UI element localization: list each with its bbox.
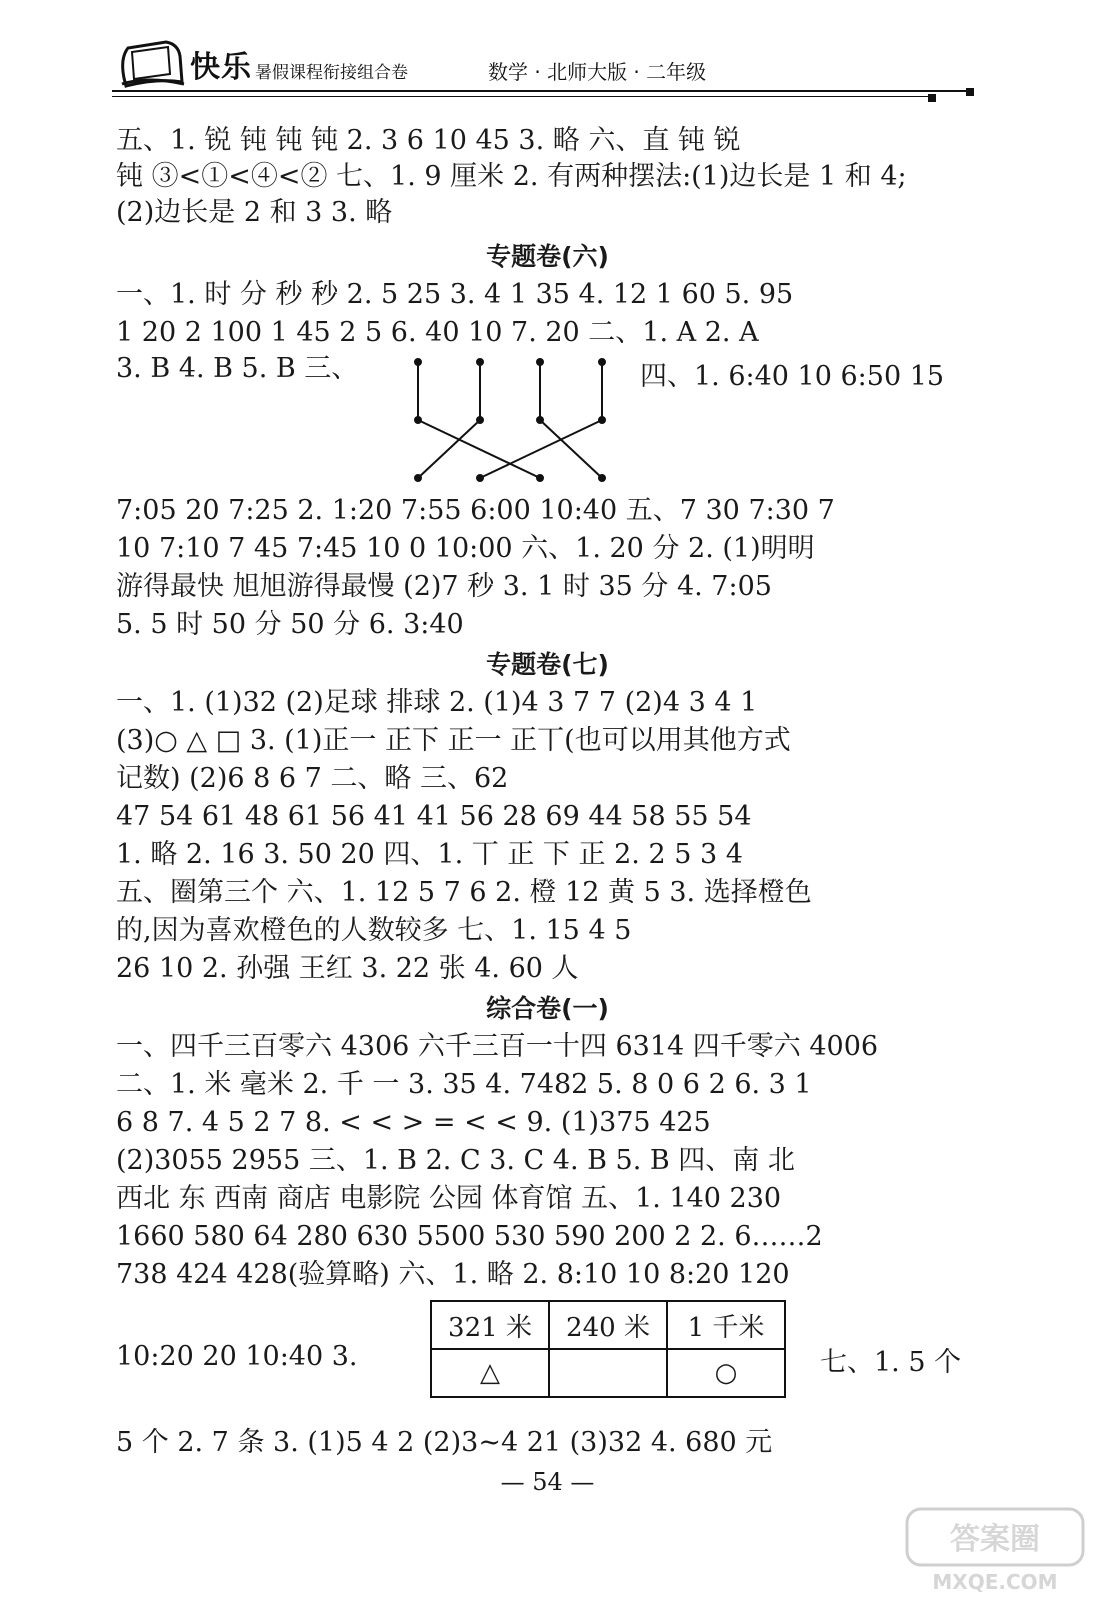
table-row — [431, 1349, 785, 1397]
subject-title: 数学 · 北师大版 · 二年级 — [488, 60, 707, 84]
table-cell: 1 千米 — [667, 1301, 785, 1349]
header-rule — [112, 90, 974, 92]
answer-line: 的,因为喜欢橙色的人数较多 七、1. 15 4 5 — [116, 915, 632, 946]
brand-title: 快乐 — [190, 50, 252, 85]
answer-line: (3)○ △ □ 3. (1)正一 正下 正一 正丅(也可以用其他方式 — [116, 725, 791, 756]
answer-line: 五、圈第三个 六、1. 12 5 7 6 2. 橙 12 黄 5 3. 选择橙色 — [116, 877, 812, 908]
answer-line: 10:20 20 10:40 3. — [116, 1341, 358, 1372]
answer-line: 10 7:10 7 45 7:45 10 0 10:00 六、1. 20 分 2. (1)明明 — [116, 533, 815, 564]
table-row — [431, 1301, 785, 1349]
table-cell: ○ — [667, 1349, 785, 1397]
table-cell — [549, 1349, 667, 1397]
book-logo-icon — [118, 38, 188, 90]
answer-line: 五、1. 锐 钝 钝 钝 2. 3 6 10 45 3. 略 六、直 钝 锐 — [116, 125, 741, 156]
answer-line: 5. 5 时 50 分 50 分 6. 3:40 — [116, 609, 464, 640]
answer-line: 26 10 2. 孙强 王红 3. 22 张 4. 60 人 — [116, 953, 579, 984]
answer-line: 7:05 20 7:25 2. 1:20 7:55 6:00 10:40 五、7 30 7:30 7 — [116, 495, 835, 526]
answer-line: 3. B 4. B 5. B 三、 — [116, 353, 359, 384]
answer-line: 一、1. 时 分 秒 秒 2. 5 25 3. 4 1 35 4. 12 1 60 5. 95 — [116, 279, 794, 310]
answer-line: 一、1. (1)32 (2)足球 排球 2. (1)4 3 7 7 (2)4 3 4 1 — [116, 687, 758, 718]
answer-line: 1. 略 2. 16 3. 50 20 四、1. 丅 正 下 正 2. 2 5 3 4 — [116, 839, 743, 870]
answer-line: 一、四千三百零六 4306 六千三百一十四 6314 四千零六 4006 — [116, 1031, 879, 1062]
section-title: 综合卷(一) — [486, 994, 609, 1023]
answer-line: 6 8 7. 4 5 2 7 8. < < > = < < 9. (1)375 425 — [116, 1107, 711, 1138]
answer-line: 游得最快 旭旭游得最慢 (2)7 秒 3. 1 时 35 分 4. 7:05 — [116, 571, 772, 602]
matching-diagram — [400, 352, 620, 492]
header-rule-thin — [112, 96, 932, 97]
answer-line: 5 个 2. 7 条 3. (1)5 4 2 (2)3~4 21 (3)32 4. 680 元 — [116, 1427, 773, 1458]
answer-line: 七、1. 5 个 — [820, 1347, 962, 1378]
answer-line: 记数) (2)6 8 6 7 二、略 三、62 — [116, 763, 509, 794]
page-number: — 54 — — [500, 1468, 595, 1496]
rule-square-icon — [928, 94, 936, 102]
rule-square-icon — [966, 88, 974, 96]
answer-line: 1660 580 64 280 630 5500 530 590 200 2 2. 6……2 — [116, 1221, 823, 1252]
answer-line: 四、1. 6:40 10 6:50 15 — [640, 361, 945, 392]
distance-table — [430, 1300, 786, 1398]
answer-line: 二、1. 米 毫米 2. 千 一 3. 35 4. 7482 5. 8 0 6 2 6. 3 1 — [116, 1069, 812, 1100]
svg-text:答案圈: 答案圈 — [950, 1522, 1040, 1557]
answer-line: 1 20 2 100 1 45 2 5 6. 40 10 7. 20 二、1. A 2. A — [116, 317, 759, 348]
answer-line: 西北 东 西南 商店 电影院 公园 体育馆 五、1. 140 230 — [116, 1183, 782, 1214]
table-cell: 240 米 — [549, 1301, 667, 1349]
answer-line: 钝 ③<①<④<② 七、1. 9 厘米 2. 有两种摆法:(1)边长是 1 和 4; — [116, 161, 907, 192]
section-title: 专题卷(六) — [486, 242, 609, 271]
answer-line: 47 54 61 48 61 56 41 41 56 28 69 44 58 55 54 — [116, 801, 752, 832]
section-title: 专题卷(七) — [486, 650, 609, 679]
watermark-logo — [905, 1505, 1085, 1595]
answer-line: 738 424 428(验算略) 六、1. 略 2. 8:10 10 8:20 120 — [116, 1259, 790, 1290]
table-cell: 321 米 — [431, 1301, 549, 1349]
svg-text:MXQE.COM: MXQE.COM — [932, 1570, 1058, 1594]
page-header — [0, 0, 1095, 110]
table-cell: △ — [431, 1349, 549, 1397]
answer-line: (2)3055 2955 三、1. B 2. C 3. C 4. B 5. B 四、南 北 — [116, 1145, 795, 1176]
answer-line: (2)边长是 2 和 3 3. 略 — [116, 197, 393, 228]
series-title: 暑假课程衔接组合卷 — [255, 63, 408, 83]
